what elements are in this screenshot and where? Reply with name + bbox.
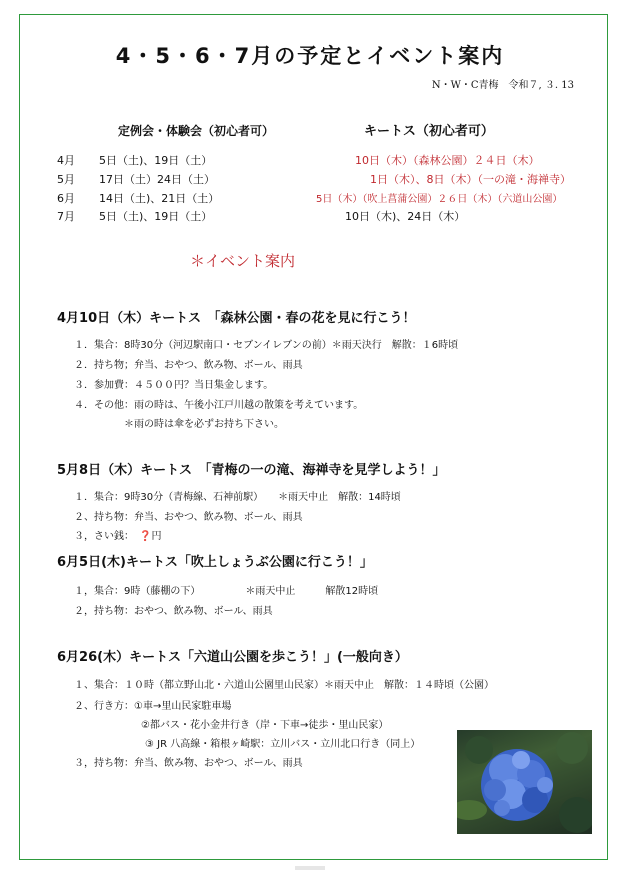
event-item: １、集合：１０時（都立野山北・六道山公園里山民家）＊雨天中止 解散：１４時頃（公園）: [74, 680, 494, 691]
schedule-kiitos: 10日（木)、24日（木）: [345, 210, 466, 223]
org-date-line: N・W・C青梅 令和７, ３. 13: [431, 80, 574, 91]
bottom-mark: [295, 866, 325, 870]
events-title: ＊イベント案内: [190, 252, 296, 270]
schedule-month: 4月: [57, 154, 75, 167]
event-item: ３，さい銭： ❓円: [74, 531, 162, 542]
event-item: ③ JR 八高線・箱根ヶ崎駅：立川バス・立川北口行き（同上）: [145, 739, 421, 750]
schedule-kiitos: 10日（木）（森林公園）２４日（木）: [355, 154, 540, 167]
event-item: ２，持ち物：おやつ、飲み物、ボール、雨具: [74, 606, 273, 617]
event-heading: 4月10日（木）キートス 「森林公園・春の花を見に行こう！: [57, 311, 416, 326]
event-item: １，集合：9時（藤棚の下） ＊雨天中止 解散12時頃: [74, 586, 379, 597]
schedule-month: 5月: [57, 173, 75, 186]
hydrangea-photo: [457, 730, 592, 834]
event-item: ②都バス・花小金井行き（岸・下車→徒歩・里山民家）: [141, 720, 389, 731]
event-item: ２、持ち物：弁当、おやつ、飲み物、ボール、雨具: [74, 512, 303, 523]
event-heading: 6月26(木）キートス「六道山公園を歩こう！」(一般向き）: [57, 650, 408, 665]
event-item: ４．その他：雨の時は、午後小江戸川越の散策を考えています。: [74, 400, 364, 411]
schedule-teireikai: 5日（土)、19日（土）: [99, 154, 213, 167]
event-item: ３，持ち物：弁当、飲み物、おやつ、ボール、雨具: [74, 758, 303, 769]
event-item: １．集合：8時30分（河辺駅南口・セブンイレブンの前）＊雨天決行 解散：１6時頃: [74, 340, 459, 351]
hydrangea-image: [457, 730, 592, 834]
event-item: ２、行き方：①車→里山民家駐車場: [74, 701, 232, 712]
event-item: ＊雨の時は傘を必ずお持ち下さい。: [74, 419, 284, 430]
schedule-month: 7月: [57, 210, 75, 223]
event-heading: 5月8日（木）キートス 「青梅の一の滝、海禅寺を見学しよう！」: [57, 463, 446, 478]
event-item: １．集合：9時30分（青梅線、石神前駅） ＊雨天中止 解散：14時頃: [74, 492, 401, 503]
schedule-col2-heading: キートス（初心者可）: [364, 124, 494, 139]
event-item: ２．持ち物；弁当、おやつ、飲み物、ボール、雨具: [74, 360, 303, 371]
event-item: ３．参加費：４５００円？当日集金します。: [74, 380, 274, 391]
schedule-kiitos: 1日（木）、8日（木）（一の滝・海禅寺）: [370, 173, 571, 186]
schedule-teireikai: 5日（土)、19日（土）: [99, 210, 213, 223]
event-heading: 6月5日(木)キートス「吹上しょうぶ公園に行こう！」: [57, 555, 373, 570]
page-title: 4・5・6・7月の予定とイベント案内: [115, 44, 505, 68]
schedule-month: 6月: [57, 192, 75, 205]
schedule-col1-heading: 定例会・体験会（初心者可）: [118, 124, 275, 138]
schedule-teireikai: 17日（土）24日（土）: [99, 173, 215, 186]
schedule-teireikai: 14日（土)、21日（土）: [99, 192, 220, 205]
schedule-kiitos: 5日（木）（吹上菖蒲公園）２６日（木）（六道山公園）: [316, 194, 563, 205]
